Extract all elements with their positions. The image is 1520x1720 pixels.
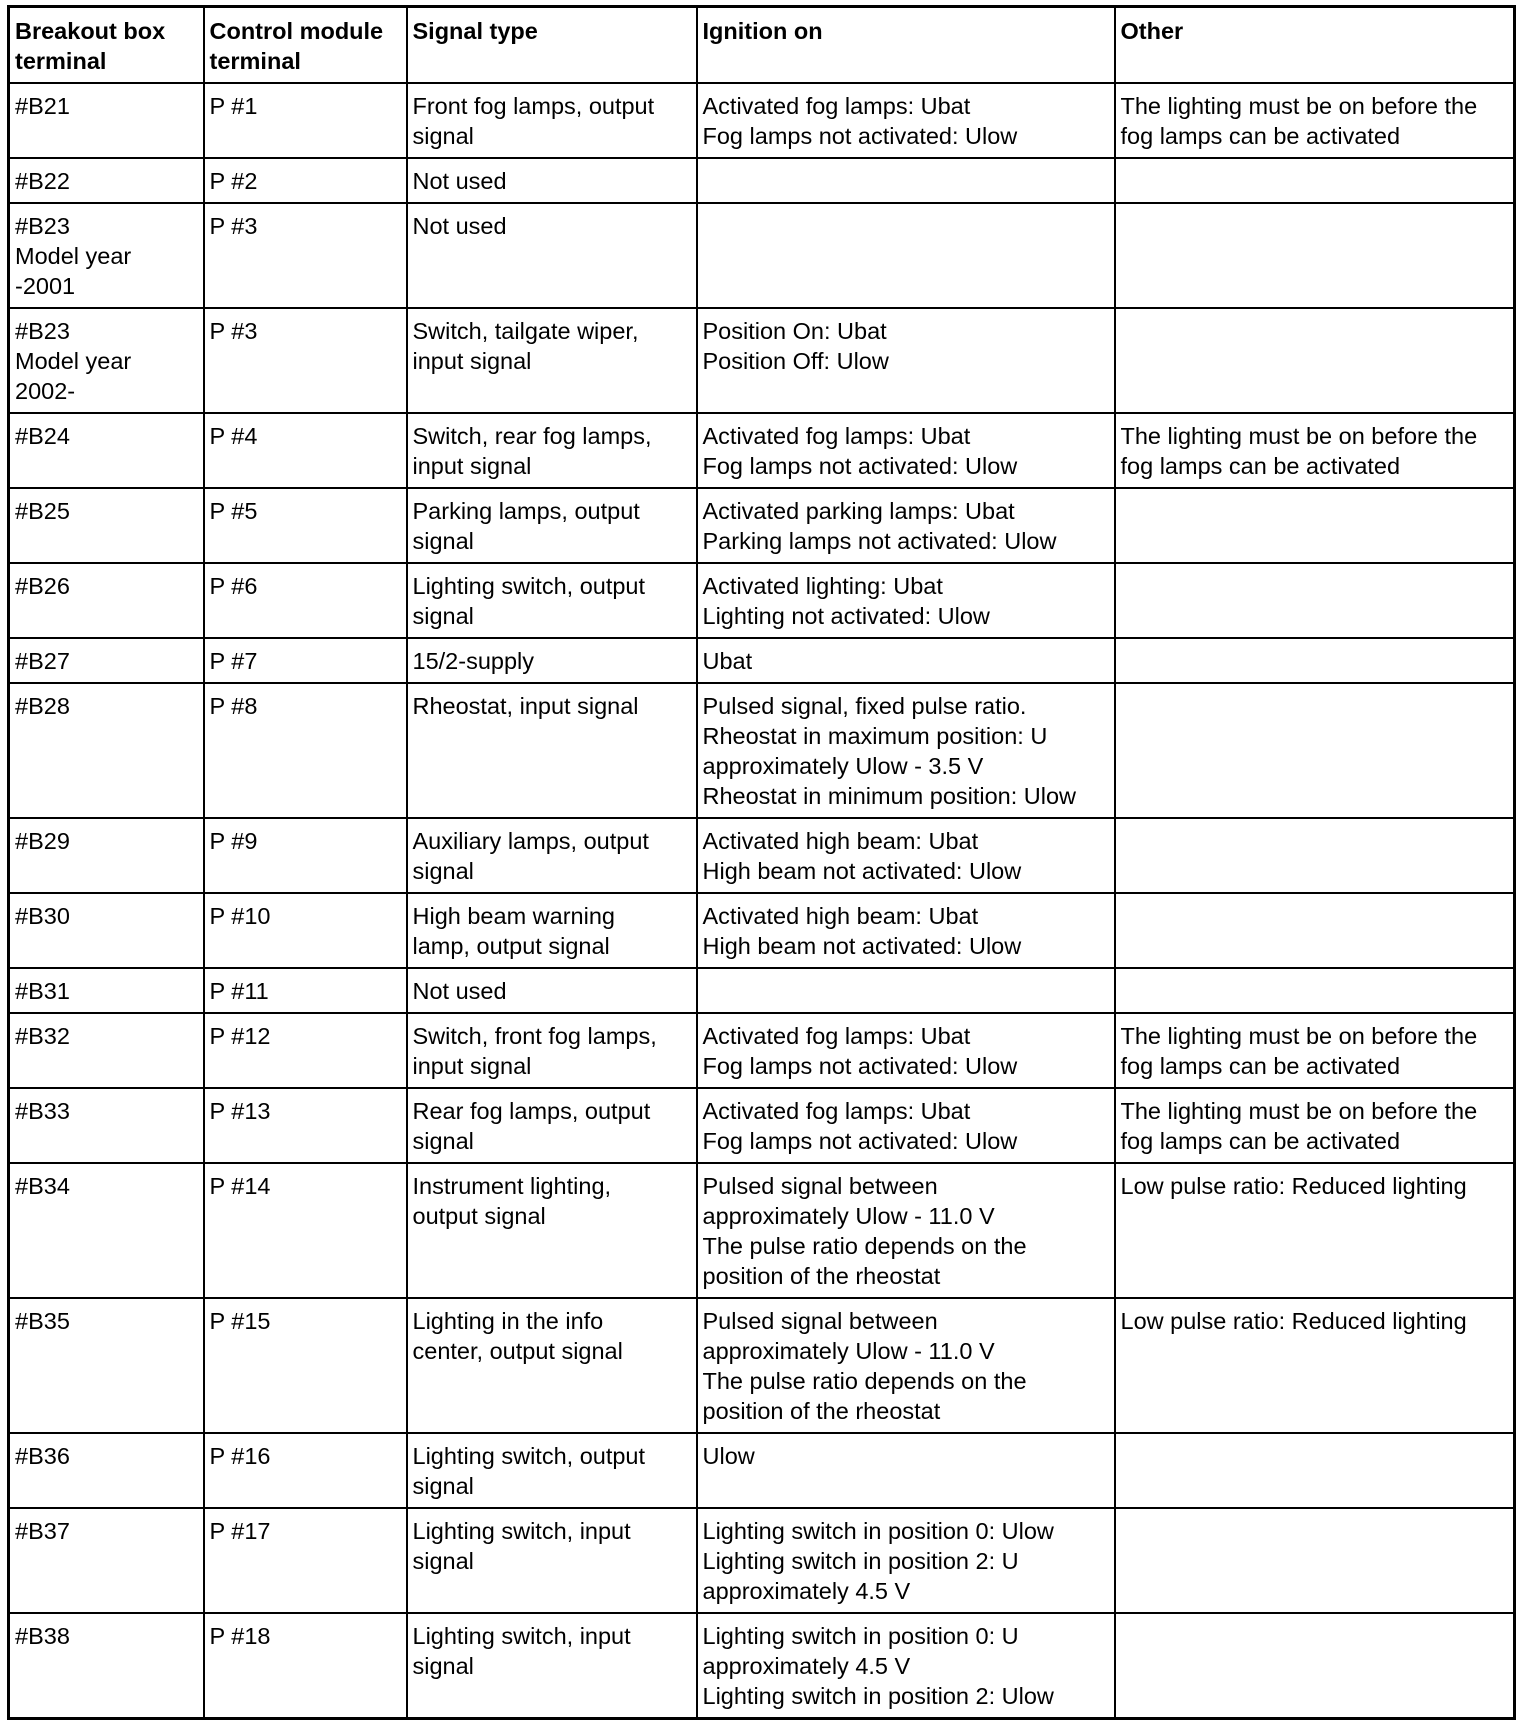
signal-type-cell: Lighting switch, output signal bbox=[407, 1433, 697, 1508]
ignition-on-cell: Pulsed signal between approximately Ulow - 11.0 V The pulse ratio depends on the position of the rheostat bbox=[697, 1298, 1115, 1433]
table-row bbox=[9, 1013, 1515, 1088]
control-module-terminal-cell: P #16 bbox=[204, 1433, 407, 1508]
signal-type-cell: High beam warning lamp, output signal bbox=[407, 893, 697, 968]
ignition-on-cell bbox=[697, 158, 1115, 203]
breakout-box-terminal-cell: #B29 bbox=[9, 818, 204, 893]
signal-type-cell: Not used bbox=[407, 968, 697, 1013]
ignition-on-cell: Position On: Ubat Position Off: Ulow bbox=[697, 308, 1115, 413]
table-row bbox=[9, 818, 1515, 893]
other-cell bbox=[1115, 683, 1515, 818]
other-cell: The lighting must be on before the fog lamps can be activated bbox=[1115, 1013, 1515, 1088]
header-ignition-on: Ignition on bbox=[697, 7, 1115, 84]
signal-type-cell: Rear fog lamps, output signal bbox=[407, 1088, 697, 1163]
table-row bbox=[9, 158, 1515, 203]
other-cell bbox=[1115, 893, 1515, 968]
ignition-on-cell: Ulow bbox=[697, 1433, 1115, 1508]
table-row bbox=[9, 203, 1515, 308]
signal-type-cell: Lighting in the info center, output signal bbox=[407, 1298, 697, 1433]
ignition-on-cell: Activated fog lamps: Ubat Fog lamps not activated: Ulow bbox=[697, 83, 1115, 158]
table-header bbox=[9, 7, 1515, 84]
signal-type-cell: Rheostat, input signal bbox=[407, 683, 697, 818]
table-row bbox=[9, 1613, 1515, 1719]
ignition-on-cell: Activated fog lamps: Ubat Fog lamps not activated: Ulow bbox=[697, 1013, 1115, 1088]
table-row bbox=[9, 308, 1515, 413]
other-cell bbox=[1115, 308, 1515, 413]
ignition-on-cell: Pulsed signal, fixed pulse ratio. Rheostat in maximum position: U approximately Ulow - 3.5 V Rheostat in minimum position: Ulow bbox=[697, 683, 1115, 818]
signal-type-cell: Lighting switch, output signal bbox=[407, 563, 697, 638]
control-module-terminal-cell: P #13 bbox=[204, 1088, 407, 1163]
header-row bbox=[9, 7, 1515, 84]
ignition-on-cell: Activated high beam: Ubat High beam not activated: Ulow bbox=[697, 818, 1115, 893]
control-module-terminal-cell: P #10 bbox=[204, 893, 407, 968]
control-module-terminal-cell: P #4 bbox=[204, 413, 407, 488]
table-body bbox=[9, 83, 1515, 1719]
terminal-signal-table bbox=[7, 5, 1516, 1720]
table-row bbox=[9, 893, 1515, 968]
control-module-terminal-cell: P #3 bbox=[204, 308, 407, 413]
other-cell bbox=[1115, 1433, 1515, 1508]
ignition-on-cell: Activated parking lamps: Ubat Parking lamps not activated: Ulow bbox=[697, 488, 1115, 563]
other-cell bbox=[1115, 1613, 1515, 1719]
breakout-box-terminal-cell: #B30 bbox=[9, 893, 204, 968]
signal-type-cell: Lighting switch, input signal bbox=[407, 1508, 697, 1613]
control-module-terminal-cell: P #15 bbox=[204, 1298, 407, 1433]
control-module-terminal-cell: P #6 bbox=[204, 563, 407, 638]
other-cell: The lighting must be on before the fog lamps can be activated bbox=[1115, 413, 1515, 488]
breakout-box-terminal-cell: #B26 bbox=[9, 563, 204, 638]
breakout-box-terminal-cell: #B35 bbox=[9, 1298, 204, 1433]
control-module-terminal-cell: P #7 bbox=[204, 638, 407, 683]
control-module-terminal-cell: P #1 bbox=[204, 83, 407, 158]
control-module-terminal-cell: P #8 bbox=[204, 683, 407, 818]
signal-type-cell: Parking lamps, output signal bbox=[407, 488, 697, 563]
ignition-on-cell bbox=[697, 203, 1115, 308]
signal-type-cell: Not used bbox=[407, 158, 697, 203]
breakout-box-terminal-cell: #B27 bbox=[9, 638, 204, 683]
breakout-box-terminal-cell: #B23 Model year -2001 bbox=[9, 203, 204, 308]
other-cell: Low pulse ratio: Reduced lighting bbox=[1115, 1163, 1515, 1298]
control-module-terminal-cell: P #3 bbox=[204, 203, 407, 308]
control-module-terminal-cell: P #9 bbox=[204, 818, 407, 893]
signal-type-cell: Switch, front fog lamps, input signal bbox=[407, 1013, 697, 1088]
table-row bbox=[9, 1163, 1515, 1298]
breakout-box-terminal-cell: #B22 bbox=[9, 158, 204, 203]
other-cell bbox=[1115, 638, 1515, 683]
table-row bbox=[9, 683, 1515, 818]
breakout-box-terminal-cell: #B23 Model year 2002- bbox=[9, 308, 204, 413]
ignition-on-cell: Pulsed signal between approximately Ulow - 11.0 V The pulse ratio depends on the position of the rheostat bbox=[697, 1163, 1115, 1298]
table-row bbox=[9, 488, 1515, 563]
breakout-box-terminal-cell: #B21 bbox=[9, 83, 204, 158]
ignition-on-cell: Activated fog lamps: Ubat Fog lamps not activated: Ulow bbox=[697, 413, 1115, 488]
control-module-terminal-cell: P #2 bbox=[204, 158, 407, 203]
header-control-module-terminal: Control module terminal bbox=[204, 7, 407, 84]
other-cell bbox=[1115, 563, 1515, 638]
control-module-terminal-cell: P #12 bbox=[204, 1013, 407, 1088]
control-module-terminal-cell: P #17 bbox=[204, 1508, 407, 1613]
other-cell bbox=[1115, 488, 1515, 563]
table-row bbox=[9, 1298, 1515, 1433]
signal-type-cell: 15/2-supply bbox=[407, 638, 697, 683]
signal-type-cell: Switch, rear fog lamps, input signal bbox=[407, 413, 697, 488]
table-row bbox=[9, 1508, 1515, 1613]
other-cell: The lighting must be on before the fog lamps can be activated bbox=[1115, 83, 1515, 158]
ignition-on-cell: Lighting switch in position 0: Ulow Lighting switch in position 2: U approximately 4.5 V bbox=[697, 1508, 1115, 1613]
other-cell: Low pulse ratio: Reduced lighting bbox=[1115, 1298, 1515, 1433]
control-module-terminal-cell: P #11 bbox=[204, 968, 407, 1013]
breakout-box-terminal-cell: #B33 bbox=[9, 1088, 204, 1163]
table-row bbox=[9, 1433, 1515, 1508]
ignition-on-cell: Activated lighting: Ubat Lighting not activated: Ulow bbox=[697, 563, 1115, 638]
table-row bbox=[9, 413, 1515, 488]
signal-type-cell: Switch, tailgate wiper, input signal bbox=[407, 308, 697, 413]
breakout-box-terminal-cell: #B37 bbox=[9, 1508, 204, 1613]
table-row bbox=[9, 83, 1515, 158]
other-cell bbox=[1115, 203, 1515, 308]
ignition-on-cell: Ubat bbox=[697, 638, 1115, 683]
control-module-terminal-cell: P #14 bbox=[204, 1163, 407, 1298]
ignition-on-cell: Activated high beam: Ubat High beam not activated: Ulow bbox=[697, 893, 1115, 968]
breakout-box-terminal-cell: #B38 bbox=[9, 1613, 204, 1719]
breakout-box-terminal-cell: #B36 bbox=[9, 1433, 204, 1508]
other-cell bbox=[1115, 158, 1515, 203]
ignition-on-cell: Activated fog lamps: Ubat Fog lamps not activated: Ulow bbox=[697, 1088, 1115, 1163]
table-row bbox=[9, 638, 1515, 683]
signal-type-cell: Lighting switch, input signal bbox=[407, 1613, 697, 1719]
other-cell bbox=[1115, 1508, 1515, 1613]
breakout-box-terminal-cell: #B28 bbox=[9, 683, 204, 818]
ignition-on-cell bbox=[697, 968, 1115, 1013]
other-cell bbox=[1115, 818, 1515, 893]
other-cell bbox=[1115, 968, 1515, 1013]
breakout-box-terminal-cell: #B25 bbox=[9, 488, 204, 563]
breakout-box-terminal-cell: #B24 bbox=[9, 413, 204, 488]
breakout-box-terminal-cell: #B34 bbox=[9, 1163, 204, 1298]
signal-type-cell: Instrument lighting, output signal bbox=[407, 1163, 697, 1298]
control-module-terminal-cell: P #18 bbox=[204, 1613, 407, 1719]
table-row bbox=[9, 563, 1515, 638]
header-breakout-box-terminal: Breakout box terminal bbox=[9, 7, 204, 84]
signal-type-cell: Auxiliary lamps, output signal bbox=[407, 818, 697, 893]
breakout-box-terminal-cell: #B31 bbox=[9, 968, 204, 1013]
header-other: Other bbox=[1115, 7, 1515, 84]
signal-type-cell: Not used bbox=[407, 203, 697, 308]
signal-type-cell: Front fog lamps, output signal bbox=[407, 83, 697, 158]
table-row bbox=[9, 968, 1515, 1013]
control-module-terminal-cell: P #5 bbox=[204, 488, 407, 563]
header-signal-type: Signal type bbox=[407, 7, 697, 84]
table-row bbox=[9, 1088, 1515, 1163]
other-cell: The lighting must be on before the fog lamps can be activated bbox=[1115, 1088, 1515, 1163]
ignition-on-cell: Lighting switch in position 0: U approximately 4.5 V Lighting switch in position 2: Ulow bbox=[697, 1613, 1115, 1719]
breakout-box-terminal-cell: #B32 bbox=[9, 1013, 204, 1088]
